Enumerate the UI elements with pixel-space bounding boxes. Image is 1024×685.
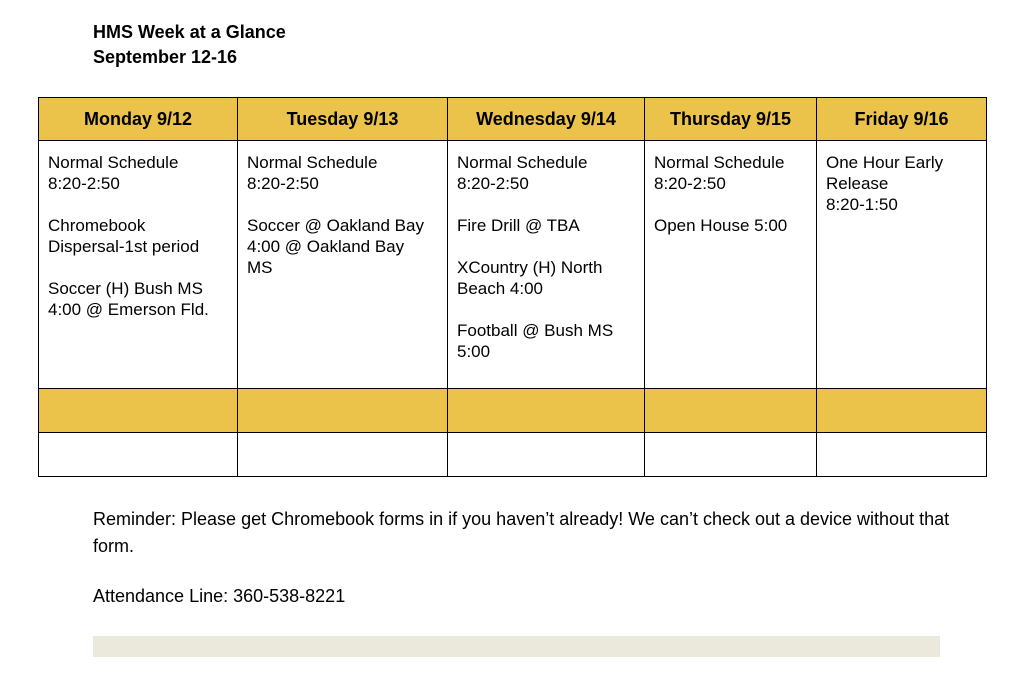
empty-cell [645,389,817,433]
empty-cell [238,389,448,433]
day-header-row [39,98,987,141]
event-line: Normal Schedule [48,153,179,172]
event-line: Football @ Bush MS [457,321,614,340]
event-line: 4:00 @ Emerson Fld. [48,300,209,319]
event-entry [457,152,636,194]
empty-cell [817,389,987,433]
event-entry [247,215,439,278]
day-header-friday: Friday 9/16 [817,98,987,141]
events-cell-friday [817,141,987,389]
event-line: XCountry (H) North [457,258,603,277]
event-entry [48,215,229,257]
empty-cell [39,389,238,433]
empty-cell [238,433,448,477]
event-line: 8:20-2:50 [457,174,529,193]
event-line: Beach 4:00 [457,279,544,298]
event-entry [48,278,229,320]
event-line: 5:00 [457,342,491,361]
event-entry [457,257,636,299]
empty-cell [817,433,987,477]
empty-cell [39,433,238,477]
day-header-tuesday: Tuesday 9/13 [238,98,448,141]
event-entry [826,152,978,215]
event-line: Soccer (H) Bush MS [48,279,203,298]
event-line: Soccer @ Oakland Bay [247,216,424,235]
events-cell-thursday [645,141,817,389]
events-row [39,141,987,389]
event-line: Open House 5:00 [654,216,788,235]
event-line: 8:20-2:50 [247,174,319,193]
empty-yellow-row [39,389,987,433]
event-line: Normal Schedule [457,153,588,172]
events-cell-tuesday [238,141,448,389]
event-line: Fire Drill @ TBA [457,216,580,235]
event-entry [48,152,229,194]
event-line: Normal Schedule [247,153,378,172]
event-line: 8:20-2:50 [48,174,120,193]
week-dates: September 12-16 [93,47,238,67]
empty-cell [448,389,645,433]
events-cell-monday [39,141,238,389]
page-title: HMS Week at a Glance [93,22,286,42]
event-line: Normal Schedule [654,153,785,172]
day-header-thursday: Thursday 9/15 [645,98,817,141]
events-cell-wednesday [448,141,645,389]
event-line: 8:20-1:50 [826,195,898,214]
event-entry [654,215,808,236]
week-schedule-table [38,97,987,477]
event-entry [654,152,808,194]
footer-bar [93,636,940,657]
event-line: Release [826,174,889,193]
event-line: 8:20-2:50 [654,174,726,193]
event-entry [247,152,439,194]
empty-cell [645,433,817,477]
day-header-monday: Monday 9/12 [39,98,238,141]
event-line: Chromebook [48,216,146,235]
event-line: One Hour Early [826,153,944,172]
title-block [93,20,286,70]
event-line: 4:00 @ Oakland Bay [247,237,405,256]
event-line: MS [247,258,273,277]
event-entry [457,215,636,236]
empty-white-row [39,433,987,477]
day-header-wednesday: Wednesday 9/14 [448,98,645,141]
event-entry [457,320,636,362]
attendance-line: Attendance Line: 360-538-8221 [93,586,346,606]
empty-cell [448,433,645,477]
reminder-text: Reminder: Please get Chromebook forms in if you haven’t already! We can’t check out a device without that form. [93,509,950,556]
event-line: Dispersal-1st period [48,237,200,256]
